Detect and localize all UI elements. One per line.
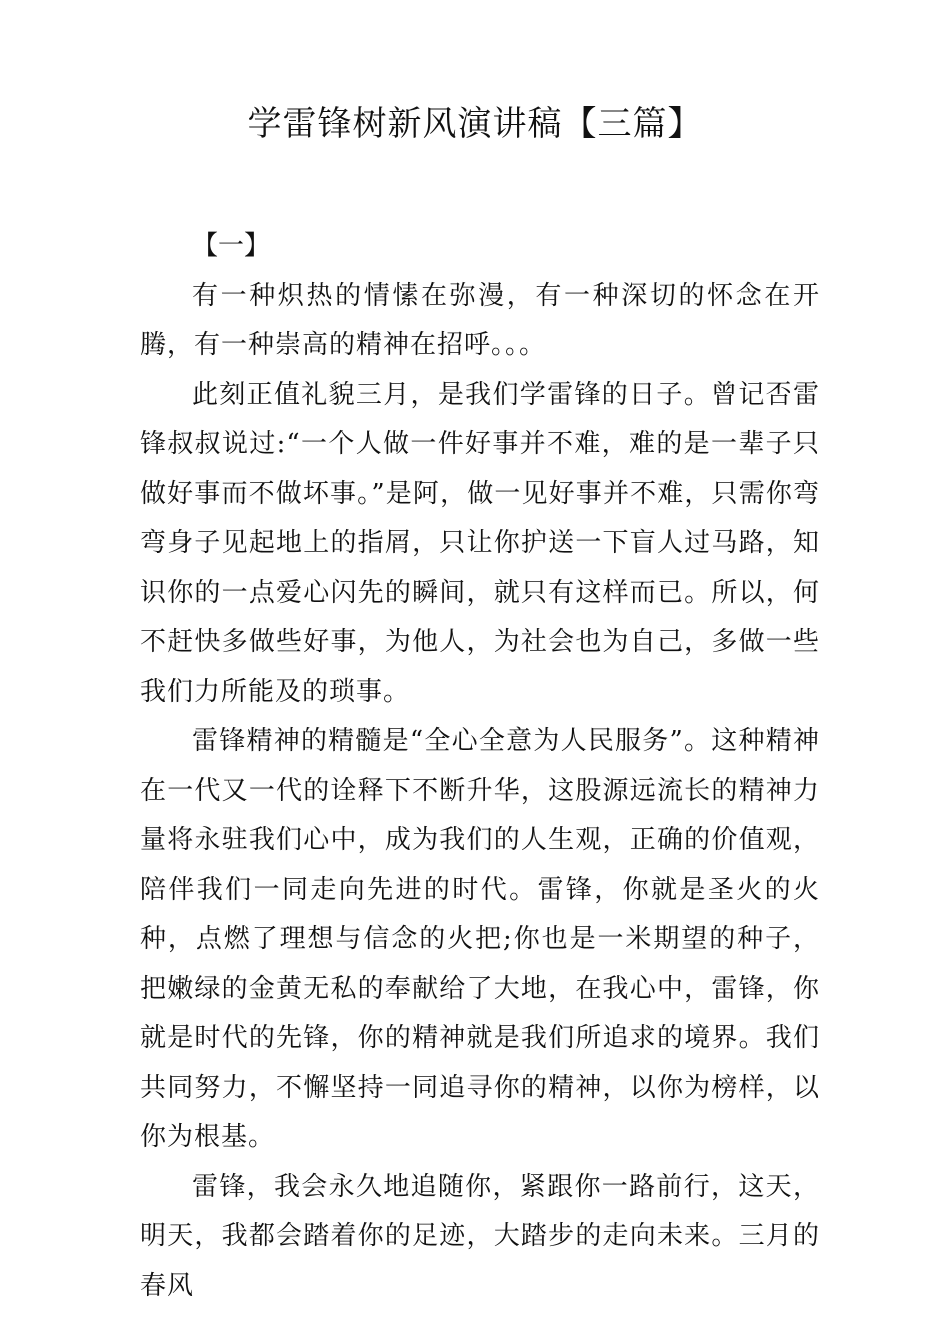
paragraph-2: 此刻正值礼貌三月，是我们学雷锋的日子。曾记否雷锋叔叔说过:“一个人做一件好事并不难，难的是一辈子只做好事而不做坏事。”是阿，做一见好事并不难，只需你弯弯身子见起地上的指屑，只让你护送一下盲人过马路，知识你的一点爱心闪先的瞬间，就只有这样而已。所以，何不赶快多做些好事，为他人，为社会也为自己，多做一些我们力所能及的琐事。 [140, 379, 820, 707]
document-title: 学雷锋树新风演讲稿【三篇】 [247, 104, 703, 144]
paragraph-1: 有一种炽热的情愫在弥漫，有一种深切的怀念在开腾，有一种崇高的精神在招呼。。。 [140, 280, 820, 360]
document-body [140, 222, 820, 1311]
paragraph-3: 雷锋精神的精髓是“全心全意为人民服务”。这种精神在一代又一代的诠释下不断升华，这股源远流长的精神力量将永驻我们心中，成为我们的人生观，正确的价值观，陪伴我们一同走向先进的时代。雷锋，你就是圣火的火种，点燃了理想与信念的火把;你也是一米期望的种子，把嫩绿的金黄无私的奉献给了大地，在我心中，雷锋，你就是时代的先锋，你的精神就是我们所追求的境界。我们共同努力，不懈坚持一同追寻你的精神，以你为榜样，以你为根基。 [140, 726, 820, 1152]
section-heading: 【一】 [192, 231, 271, 261]
paragraph-4: 雷锋，我会永久地追随你，紧跟你一路前行，这天，明天，我都会踏着你的足迹，大踏步的走向未来。三月的春风 [140, 1171, 820, 1301]
